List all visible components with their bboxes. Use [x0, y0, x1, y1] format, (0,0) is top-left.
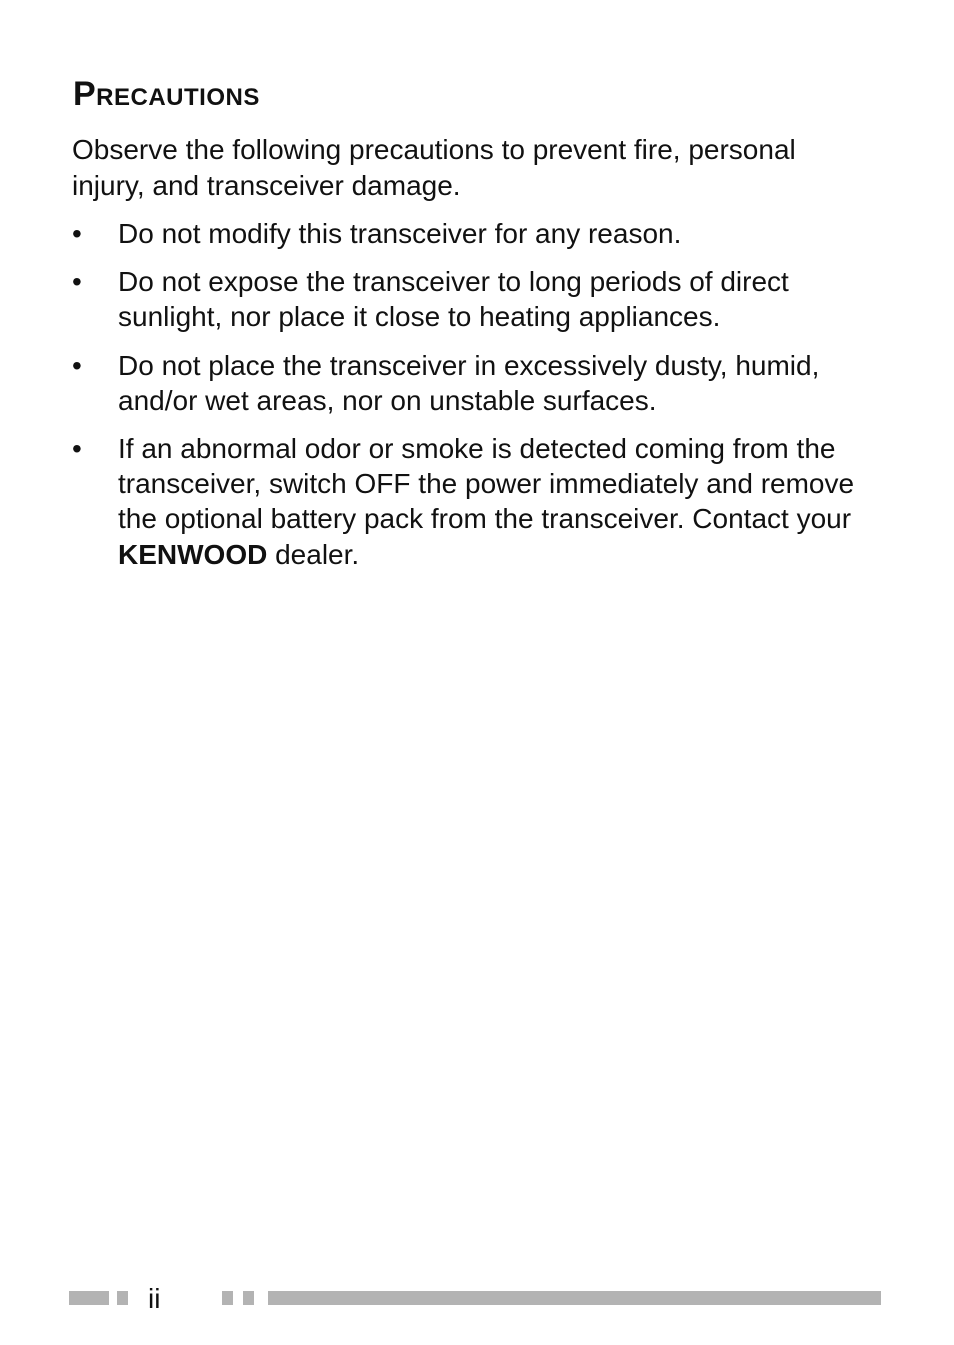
list-item-text-part: dealer.	[267, 538, 360, 570]
page-footer	[0, 1280, 954, 1320]
footer-bar-decoration	[243, 1291, 254, 1305]
list-item-text	[118, 433, 854, 570]
precaution-list	[72, 216, 872, 585]
brand-name: KENWOOD	[118, 538, 268, 570]
page-number: ii	[148, 1283, 161, 1314]
footer-bar-decoration	[222, 1291, 233, 1305]
intro-paragraph: Observe the following precautions to prevent fire, personal injury, and transceiver damage.	[72, 134, 796, 201]
list-item-text: Do not modify this transceiver for any reason.	[118, 218, 682, 249]
bullet-icon: •	[72, 349, 82, 381]
footer-bar-decoration	[117, 1291, 128, 1305]
footer-bar-decoration	[69, 1291, 109, 1305]
list-item	[72, 431, 872, 572]
list-item	[72, 216, 872, 251]
list-item-text: Do not expose the transceiver to long periods of direct sunlight, nor place it close to heating appliances.	[118, 266, 789, 333]
footer-bar-decoration	[268, 1291, 881, 1305]
list-item-text-part: If an abnormal odor or smoke is detected coming from the transceiver, switch OFF the power immediately and remove the optional battery pack from the transceiver. Contact your	[118, 433, 855, 535]
bullet-icon: •	[72, 266, 82, 298]
list-item-text: Do not place the transceiver in excessively dusty, humid, and/or wet areas, nor on unstable surfaces.	[118, 349, 820, 416]
list-item	[72, 264, 872, 334]
list-item	[72, 348, 872, 418]
page-title: Precautions	[73, 75, 260, 113]
bullet-icon: •	[72, 218, 82, 249]
bullet-icon: •	[72, 433, 82, 465]
